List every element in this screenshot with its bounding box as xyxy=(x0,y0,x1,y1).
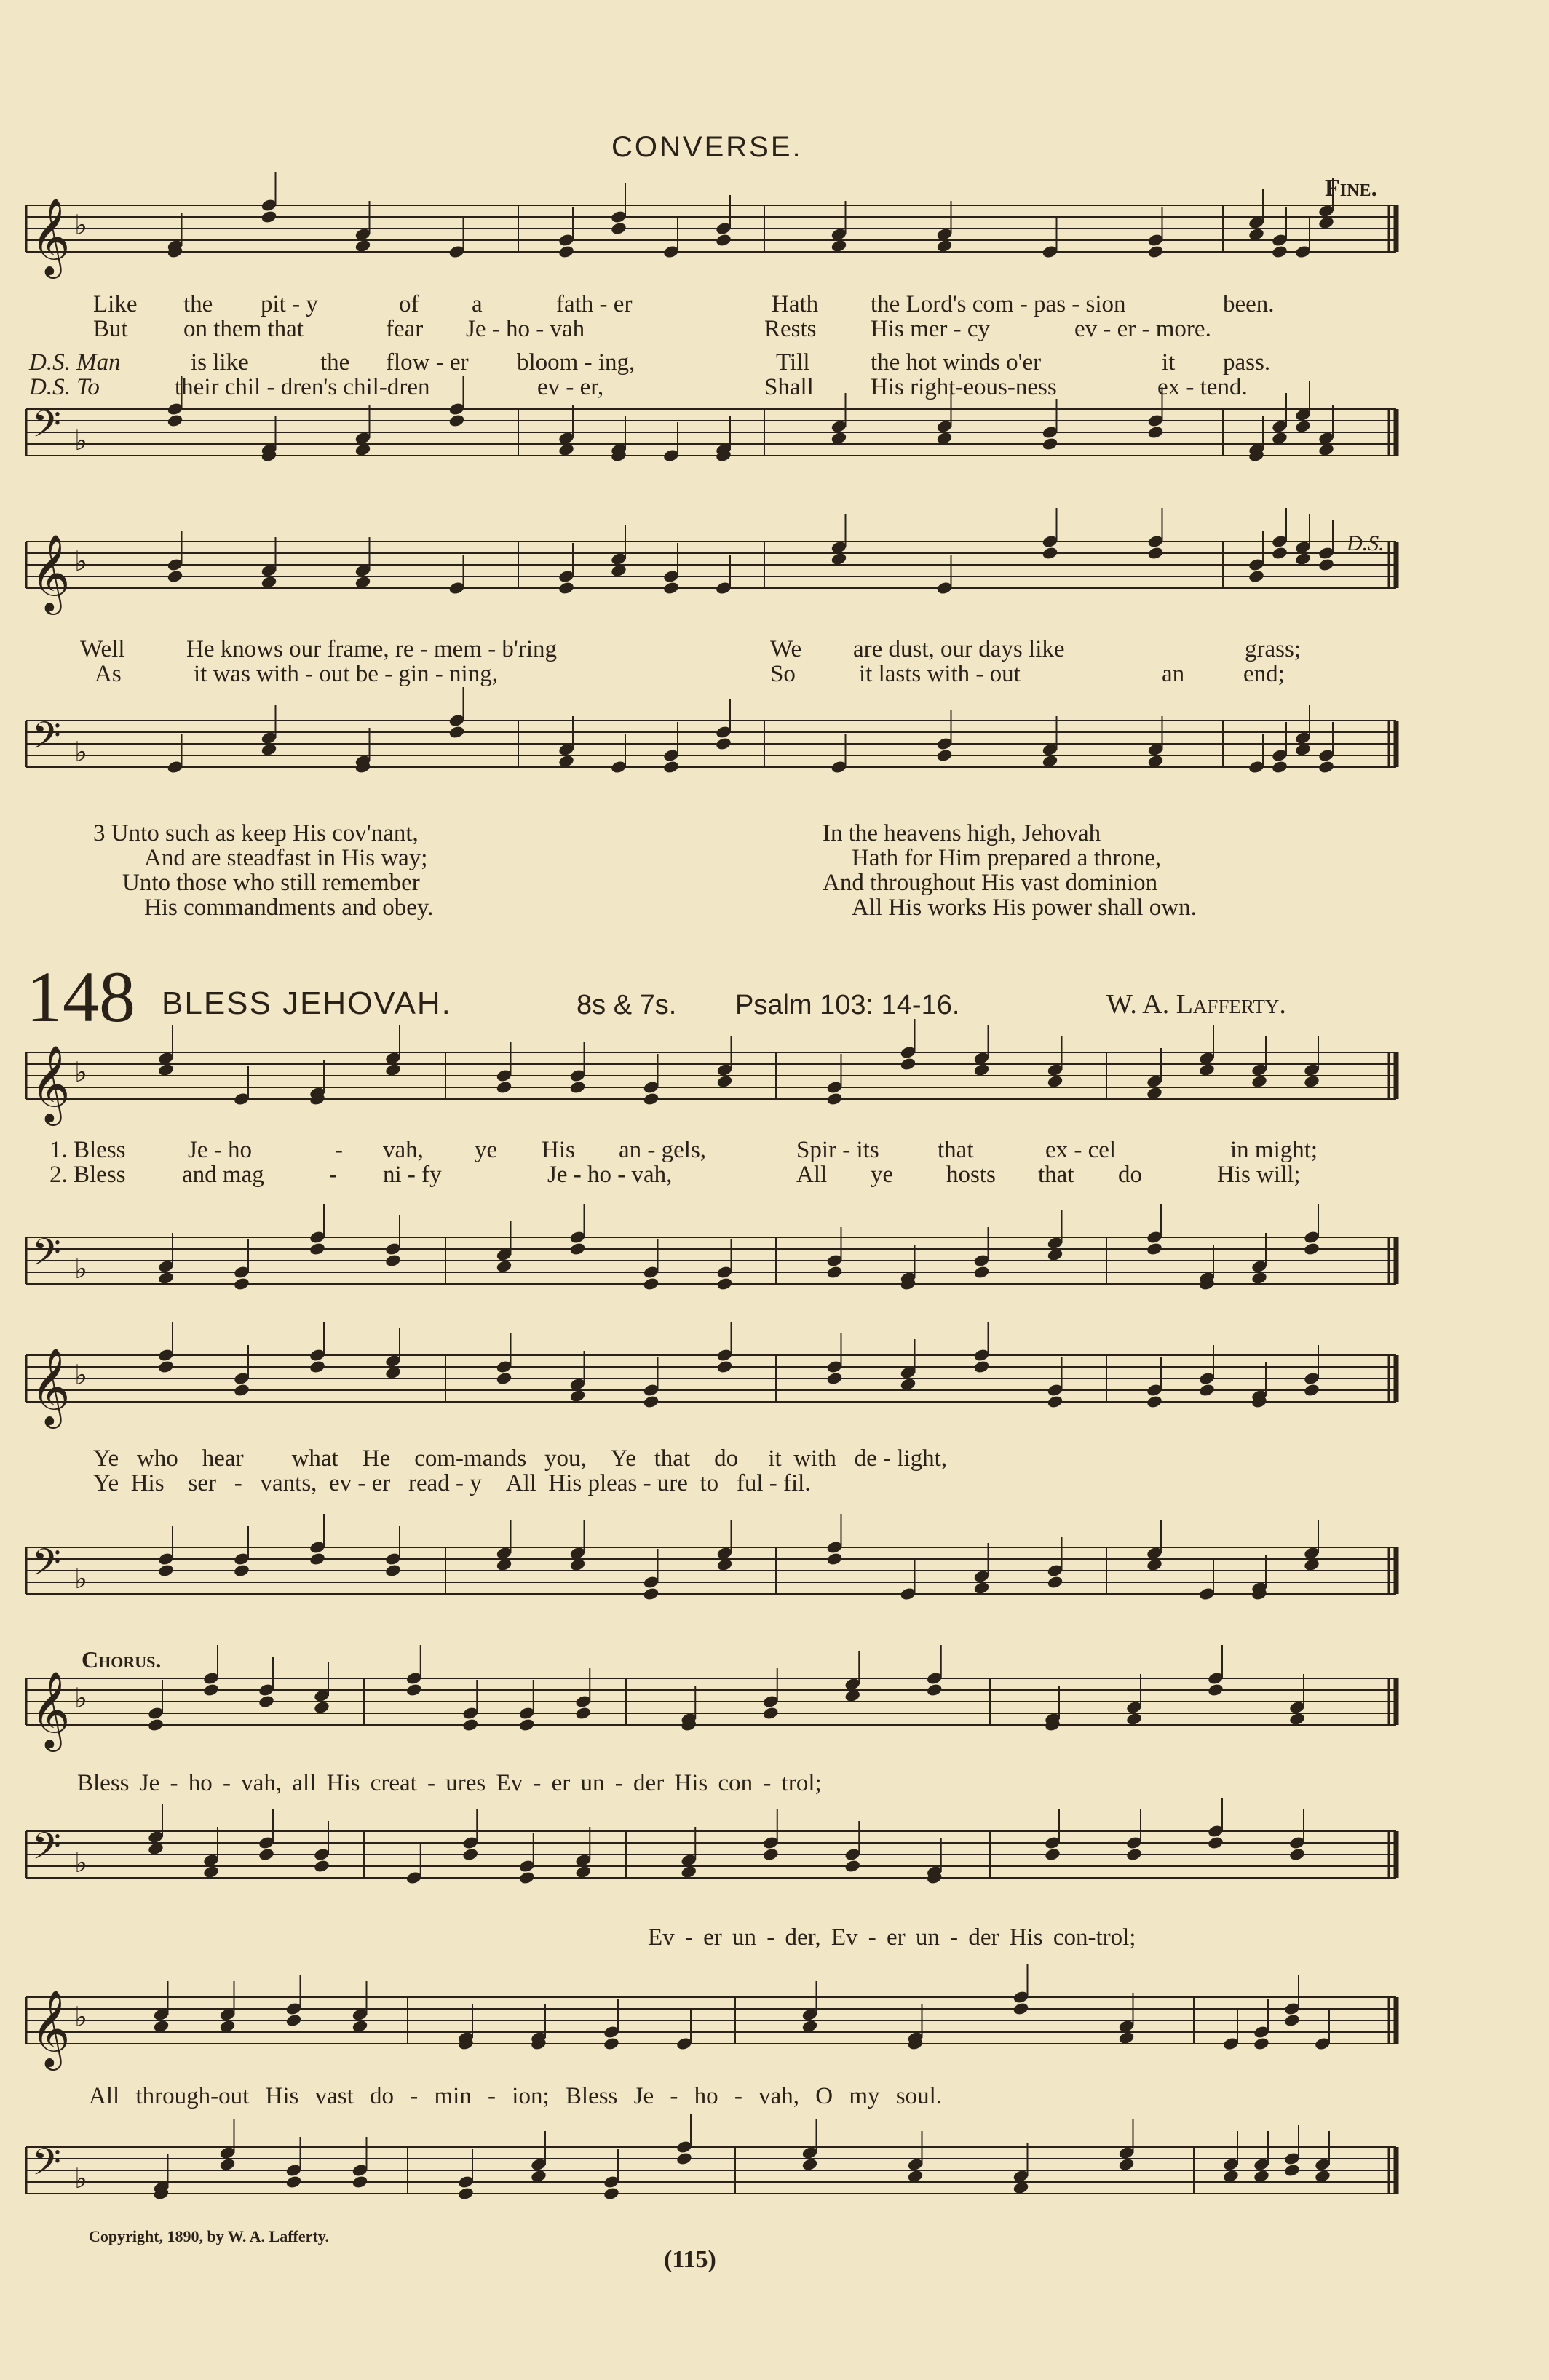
chorus-lyric-2: All through-out His vast do - min - ion; Bless Je - ho - vah, O my soul. xyxy=(89,2083,943,2109)
notehead xyxy=(261,575,278,590)
treble-clef-icon: 𝄞 xyxy=(31,533,71,611)
flat-icon: ♭ xyxy=(74,1563,87,1595)
notehead xyxy=(826,1092,844,1106)
notehead xyxy=(1251,1074,1268,1089)
notehead xyxy=(610,563,627,578)
flat-icon: ♭ xyxy=(74,545,87,577)
notehead xyxy=(530,2169,547,2183)
notehead xyxy=(900,1377,917,1392)
verse3-right xyxy=(823,821,1197,920)
flat-icon: ♭ xyxy=(74,1359,87,1391)
converse-lyric-4f: ex - tend. xyxy=(1157,374,1248,400)
flat-icon: ♭ xyxy=(74,736,87,768)
converse-lyric-1d: of xyxy=(399,291,419,317)
notehead xyxy=(844,1859,861,1873)
notehead xyxy=(926,1683,943,1697)
notehead xyxy=(558,245,575,259)
notehead xyxy=(1271,431,1288,445)
converse-lyric-1a: Like xyxy=(93,291,138,317)
notehead xyxy=(496,1080,513,1095)
hymn-lyric-2j: do xyxy=(1118,1162,1142,1188)
bass-clef-icon: 𝄢 xyxy=(32,1824,61,1877)
notehead xyxy=(801,2019,819,2034)
verse3-right-line: In the heavens high, Jehovah xyxy=(823,820,1101,846)
treble-clef-icon: 𝄞 xyxy=(31,1347,71,1425)
notehead xyxy=(1047,1575,1064,1590)
hymn-lyric-2f: All xyxy=(796,1162,828,1188)
notehead xyxy=(354,443,372,457)
notehead xyxy=(643,1587,660,1601)
hymn-lyric-1f: His xyxy=(542,1137,575,1163)
bass-clef-icon: 𝄢 xyxy=(32,2140,61,2193)
notehead xyxy=(147,1718,165,1732)
flat-icon: ♭ xyxy=(74,424,87,456)
notehead xyxy=(900,1057,917,1071)
notehead xyxy=(1044,1847,1061,1862)
ds-marker: D.S. xyxy=(1347,531,1384,555)
notehead xyxy=(518,1871,536,1885)
notehead xyxy=(1118,2157,1136,2172)
converse-lyric-2d: Je - ho - vah xyxy=(466,316,585,342)
notehead xyxy=(973,1265,991,1280)
notehead xyxy=(285,2013,303,2028)
notehead xyxy=(574,1706,592,1721)
notehead xyxy=(1146,1558,1163,1572)
treble-clef-icon: 𝄞 xyxy=(31,1670,71,1748)
notehead xyxy=(558,754,575,769)
notehead xyxy=(716,1277,734,1291)
notehead xyxy=(569,1389,587,1403)
hymn-lyric-1b: Je - ho xyxy=(188,1137,252,1163)
notehead xyxy=(258,1847,275,1862)
fine-marker: Fine. xyxy=(1325,175,1377,202)
converse-lyric-1f: fath - er xyxy=(556,291,633,317)
hymn-lyric-1k: in might; xyxy=(1230,1137,1318,1163)
notehead xyxy=(643,1092,660,1106)
notehead xyxy=(167,569,184,584)
notehead xyxy=(831,431,848,445)
notehead xyxy=(1271,760,1288,774)
notehead xyxy=(461,1718,479,1732)
notehead xyxy=(233,1383,250,1397)
hymn-lyric-1i: that xyxy=(938,1137,974,1163)
verse3-left-line: Unto those who still remember xyxy=(122,870,420,896)
notehead xyxy=(496,1558,513,1572)
converse-lyric-2a: But xyxy=(93,316,128,342)
notehead xyxy=(603,2186,620,2201)
notehead xyxy=(1118,2031,1136,2045)
notehead xyxy=(384,1365,402,1380)
chorus-bass-lyric: Ev - er un - der, Ev - er un - der His con-trol; xyxy=(648,1924,1136,1951)
notehead xyxy=(202,1683,220,1697)
converse-lyric-2e: Rests xyxy=(764,316,817,342)
notehead xyxy=(1207,1683,1224,1697)
converse-lyric-4b: their chil - dren's chil-dren xyxy=(175,374,430,400)
notehead xyxy=(457,2186,475,2201)
hymn-meter: 8s & 7s. xyxy=(577,990,677,1020)
verse3-left-line: His commandments and obey. xyxy=(144,895,434,921)
hymn-lyric-2a: 2. Bless xyxy=(49,1162,126,1188)
converse-lyric-6b: it was with - out be - gin - ning, xyxy=(194,661,498,687)
notehead xyxy=(313,1859,330,1873)
converse-lyric-1g: Hath xyxy=(772,291,819,317)
notehead xyxy=(973,1581,991,1595)
notehead xyxy=(285,2175,303,2189)
notehead xyxy=(1283,2163,1301,2178)
notehead xyxy=(1125,1712,1143,1726)
notehead xyxy=(233,1277,250,1291)
hymn-lyric-1h: Spir - its xyxy=(796,1137,879,1163)
converse-lyric-3a: D.S. Man xyxy=(29,349,121,376)
converse-lyric-1c: pit - y xyxy=(261,291,318,317)
verse3-left-line: And are steadfast in His way; xyxy=(144,845,428,871)
converse-lyric-5d: are dust, our days like xyxy=(853,636,1065,662)
notehead xyxy=(1013,2002,1030,2016)
hymn-lyric-2c: - xyxy=(329,1162,337,1188)
hymn-lyric-3: Ye who hear what He com-mands you, Ye that do it with de - light, xyxy=(93,1445,948,1472)
notehead xyxy=(147,1841,165,1856)
notehead xyxy=(313,1700,330,1715)
notehead xyxy=(716,1074,734,1089)
notehead xyxy=(1147,546,1165,560)
hymn-lyric-1g: an - gels, xyxy=(619,1137,707,1163)
notehead xyxy=(643,1277,660,1291)
converse-lyric-1h: the Lord's com - pas - sion xyxy=(871,291,1126,317)
notehead xyxy=(1303,1242,1320,1256)
copyright-note: Copyright, 1890, by W. A. Lafferty. xyxy=(89,2227,330,2245)
notehead xyxy=(157,1563,175,1578)
bass-clef-icon: 𝄢 xyxy=(32,1540,61,1593)
chorus-label: Chorus. xyxy=(82,1646,162,1673)
notehead xyxy=(1248,569,1265,584)
notehead xyxy=(973,1063,991,1077)
converse-lyric-2c: fear xyxy=(386,316,424,342)
notehead xyxy=(261,210,278,224)
verse3-right-line: All His works His power shall own. xyxy=(852,895,1197,921)
notehead xyxy=(715,233,732,247)
notehead xyxy=(1207,1836,1224,1850)
notehead xyxy=(1294,552,1312,566)
hymn-lyric-2h: hosts xyxy=(946,1162,996,1188)
hymn-lyric-2i: that xyxy=(1038,1162,1074,1188)
notehead xyxy=(1047,1395,1064,1409)
converse-lyric-3d: flow - er xyxy=(386,349,469,376)
converse-lyric-2g: ev - er - more. xyxy=(1074,316,1211,342)
notehead xyxy=(352,2019,369,2034)
notehead xyxy=(831,552,848,566)
notehead xyxy=(680,1865,697,1879)
converse-lyric-2b: on them that xyxy=(183,316,304,342)
notehead xyxy=(1042,754,1059,769)
converse-lyric-3g: the hot winds o'er xyxy=(871,349,1042,376)
notehead xyxy=(715,737,732,751)
notehead xyxy=(1303,1558,1320,1572)
converse-lyric-1b: the xyxy=(183,291,213,317)
notehead xyxy=(936,748,954,763)
notehead xyxy=(662,760,680,774)
notehead xyxy=(157,1063,175,1077)
notehead xyxy=(384,1563,402,1578)
hymn-title: BLESS JEHOVAH. xyxy=(162,985,452,1021)
hymn-lyric-2k: His will; xyxy=(1217,1162,1301,1188)
converse-lyric-2f: His mer - cy xyxy=(871,316,991,342)
hymn-number: 148 xyxy=(26,956,135,1037)
flat-icon: ♭ xyxy=(74,2162,87,2194)
treble-clef-icon: 𝄞 xyxy=(31,1989,71,2067)
converse-lyric-5b: He knows our frame, re - mem - b'ring xyxy=(186,636,558,662)
notehead xyxy=(1222,2169,1240,2183)
notehead xyxy=(826,1371,844,1386)
notehead xyxy=(157,1360,175,1374)
notehead xyxy=(309,1242,326,1256)
notehead xyxy=(1146,1395,1163,1409)
hymn-lyric-1j: ex - cel xyxy=(1045,1137,1117,1163)
notehead xyxy=(1318,760,1335,774)
notehead xyxy=(233,1563,250,1578)
converse-lyric-4c: ev - er, xyxy=(537,374,604,400)
notehead xyxy=(496,1371,513,1386)
notehead xyxy=(1288,1712,1306,1726)
notehead xyxy=(936,431,954,445)
notehead xyxy=(448,413,466,428)
verse3-right-line: And throughout His vast dominion xyxy=(823,870,1158,896)
notehead xyxy=(384,1253,402,1268)
notehead xyxy=(354,575,372,590)
notehead xyxy=(907,2169,924,2183)
hymn-lyric-1c: - xyxy=(335,1137,343,1163)
hymn-lyric-2e: Je - ho - vah, xyxy=(547,1162,673,1188)
notehead xyxy=(762,1706,780,1721)
notehead xyxy=(1303,1383,1320,1397)
notehead xyxy=(603,2036,620,2051)
hymn-scripture: Psalm 103: 14-16. xyxy=(735,990,960,1020)
notehead xyxy=(157,1271,175,1285)
hymn-lyric-2b: and mag xyxy=(182,1162,264,1188)
flat-icon: ♭ xyxy=(74,1682,87,1714)
notehead xyxy=(1147,754,1165,769)
notehead xyxy=(569,1242,587,1256)
converse-lyric-5a: Well xyxy=(80,636,125,662)
notehead xyxy=(801,2157,819,2172)
notehead xyxy=(1253,2169,1270,2183)
flat-icon: ♭ xyxy=(74,2001,87,2033)
notehead xyxy=(558,581,575,595)
notehead xyxy=(1146,1086,1163,1100)
converse-lyric-3e: bloom - ing, xyxy=(517,349,635,376)
bass-clef-icon: 𝄢 xyxy=(32,402,61,455)
notehead xyxy=(1248,227,1265,242)
notehead xyxy=(1294,742,1312,757)
notehead xyxy=(844,1689,861,1703)
page-number: (115) xyxy=(664,2246,716,2273)
converse-lyric-6d: it lasts with - out xyxy=(859,661,1021,687)
notehead xyxy=(1271,245,1288,259)
converse-lyric-3f: Till xyxy=(776,349,810,376)
notehead xyxy=(167,413,184,428)
verse3-left xyxy=(93,821,433,920)
converse-lyric-3i: pass. xyxy=(1223,349,1271,376)
notehead xyxy=(384,1063,402,1077)
notehead xyxy=(405,1683,423,1697)
notehead xyxy=(309,1552,326,1566)
converse-lyric-1e: a xyxy=(472,291,483,317)
notehead xyxy=(1251,1271,1268,1285)
notehead xyxy=(716,1558,734,1572)
notehead xyxy=(1147,425,1165,440)
flat-icon: ♭ xyxy=(74,209,87,241)
converse-lyric-5c: We xyxy=(770,636,802,662)
hymn-lyric-2d: ni - fy xyxy=(383,1162,442,1188)
flat-icon: ♭ xyxy=(74,1253,87,1285)
page-header-title: CONVERSE. xyxy=(611,131,803,163)
verse3-left-line: 3 Unto such as keep His cov'nant, xyxy=(93,820,419,846)
hymn-author: W. A. Lafferty. xyxy=(1106,989,1286,1020)
treble-clef-icon: 𝄞 xyxy=(31,1044,71,1122)
verse3-right-line: Hath for Him prepared a throne, xyxy=(852,845,1162,871)
notehead xyxy=(1147,245,1165,259)
notehead xyxy=(1253,2036,1270,2051)
notehead xyxy=(936,239,954,253)
converse-lyric-6a: As xyxy=(95,661,122,687)
bass-clef-icon: 𝄢 xyxy=(32,1230,61,1283)
notehead xyxy=(1146,1242,1163,1256)
flat-icon: ♭ xyxy=(74,1847,87,1879)
notehead xyxy=(1303,1074,1320,1089)
notehead xyxy=(261,742,278,757)
notehead xyxy=(662,581,680,595)
converse-lyric-6c: So xyxy=(770,661,796,687)
notehead xyxy=(1288,1847,1306,1862)
notehead xyxy=(973,1360,991,1374)
notehead xyxy=(309,1360,326,1374)
converse-lyric-6f: end; xyxy=(1243,661,1285,687)
notehead xyxy=(676,2151,693,2166)
notehead xyxy=(569,1558,587,1572)
notehead xyxy=(716,1360,734,1374)
notehead xyxy=(1125,1847,1143,1862)
notehead xyxy=(826,1552,844,1566)
notehead xyxy=(448,725,466,739)
notehead xyxy=(202,1865,220,1879)
notehead xyxy=(1314,2169,1331,2183)
notehead xyxy=(219,2157,237,2172)
notehead xyxy=(831,239,848,253)
chorus-lyric-1: Bless Je - ho - vah, all His creat - ures Ev - er un - der His con - trol; xyxy=(77,1770,822,1796)
hymn-lyric-1e: ye xyxy=(475,1137,498,1163)
notehead xyxy=(1318,443,1335,457)
notehead xyxy=(352,2175,369,2189)
hymn-lyric-1a: 1. Bless xyxy=(49,1137,126,1163)
notehead xyxy=(1283,2013,1301,2028)
notehead xyxy=(558,443,575,457)
notehead xyxy=(354,239,372,253)
notehead xyxy=(518,1718,536,1732)
notehead xyxy=(496,1259,513,1274)
notehead xyxy=(826,1265,844,1280)
treble-clef-icon: 𝄞 xyxy=(31,197,71,275)
converse-lyric-5e: grass; xyxy=(1245,636,1301,662)
notehead xyxy=(1198,1383,1216,1397)
notehead xyxy=(153,2019,170,2034)
converse-lyric-4a: D.S. To xyxy=(29,374,100,400)
notehead xyxy=(643,1395,660,1409)
notehead xyxy=(1318,558,1335,572)
notehead xyxy=(610,221,627,236)
converse-lyric-6e: an xyxy=(1162,661,1185,687)
converse-lyric-3c: the xyxy=(320,349,350,376)
hymn-lyric-4: Ye His ser - vants, ev - er read - y All His pleas - ure to ful - fil. xyxy=(93,1470,811,1496)
converse-lyric-1i: been. xyxy=(1223,291,1275,317)
converse-lyric-4d: Shall xyxy=(764,374,814,400)
hymn-lyric-1d: vah, xyxy=(383,1137,424,1163)
notehead xyxy=(574,1865,592,1879)
converse-lyric-3h: it xyxy=(1162,349,1176,376)
hymn-lyric-2g: ye xyxy=(871,1162,894,1188)
converse-lyric-3b: is like xyxy=(191,349,249,376)
notehead xyxy=(461,1847,479,1862)
notehead xyxy=(1294,419,1312,434)
flat-icon: ♭ xyxy=(74,1056,87,1088)
notehead xyxy=(1047,1247,1064,1262)
notehead xyxy=(1198,1063,1216,1077)
notehead xyxy=(762,1847,780,1862)
notehead xyxy=(1013,2181,1030,2195)
notehead xyxy=(258,1694,275,1709)
notehead xyxy=(219,2019,237,2034)
notehead xyxy=(1271,546,1288,560)
converse-lyric-4e: His right-eous-ness xyxy=(871,374,1057,400)
notehead xyxy=(569,1080,587,1095)
bass-clef-icon: 𝄢 xyxy=(32,713,61,766)
notehead xyxy=(1042,546,1059,560)
notehead xyxy=(1318,215,1335,230)
notehead xyxy=(1047,1074,1064,1089)
notehead xyxy=(1042,437,1059,451)
